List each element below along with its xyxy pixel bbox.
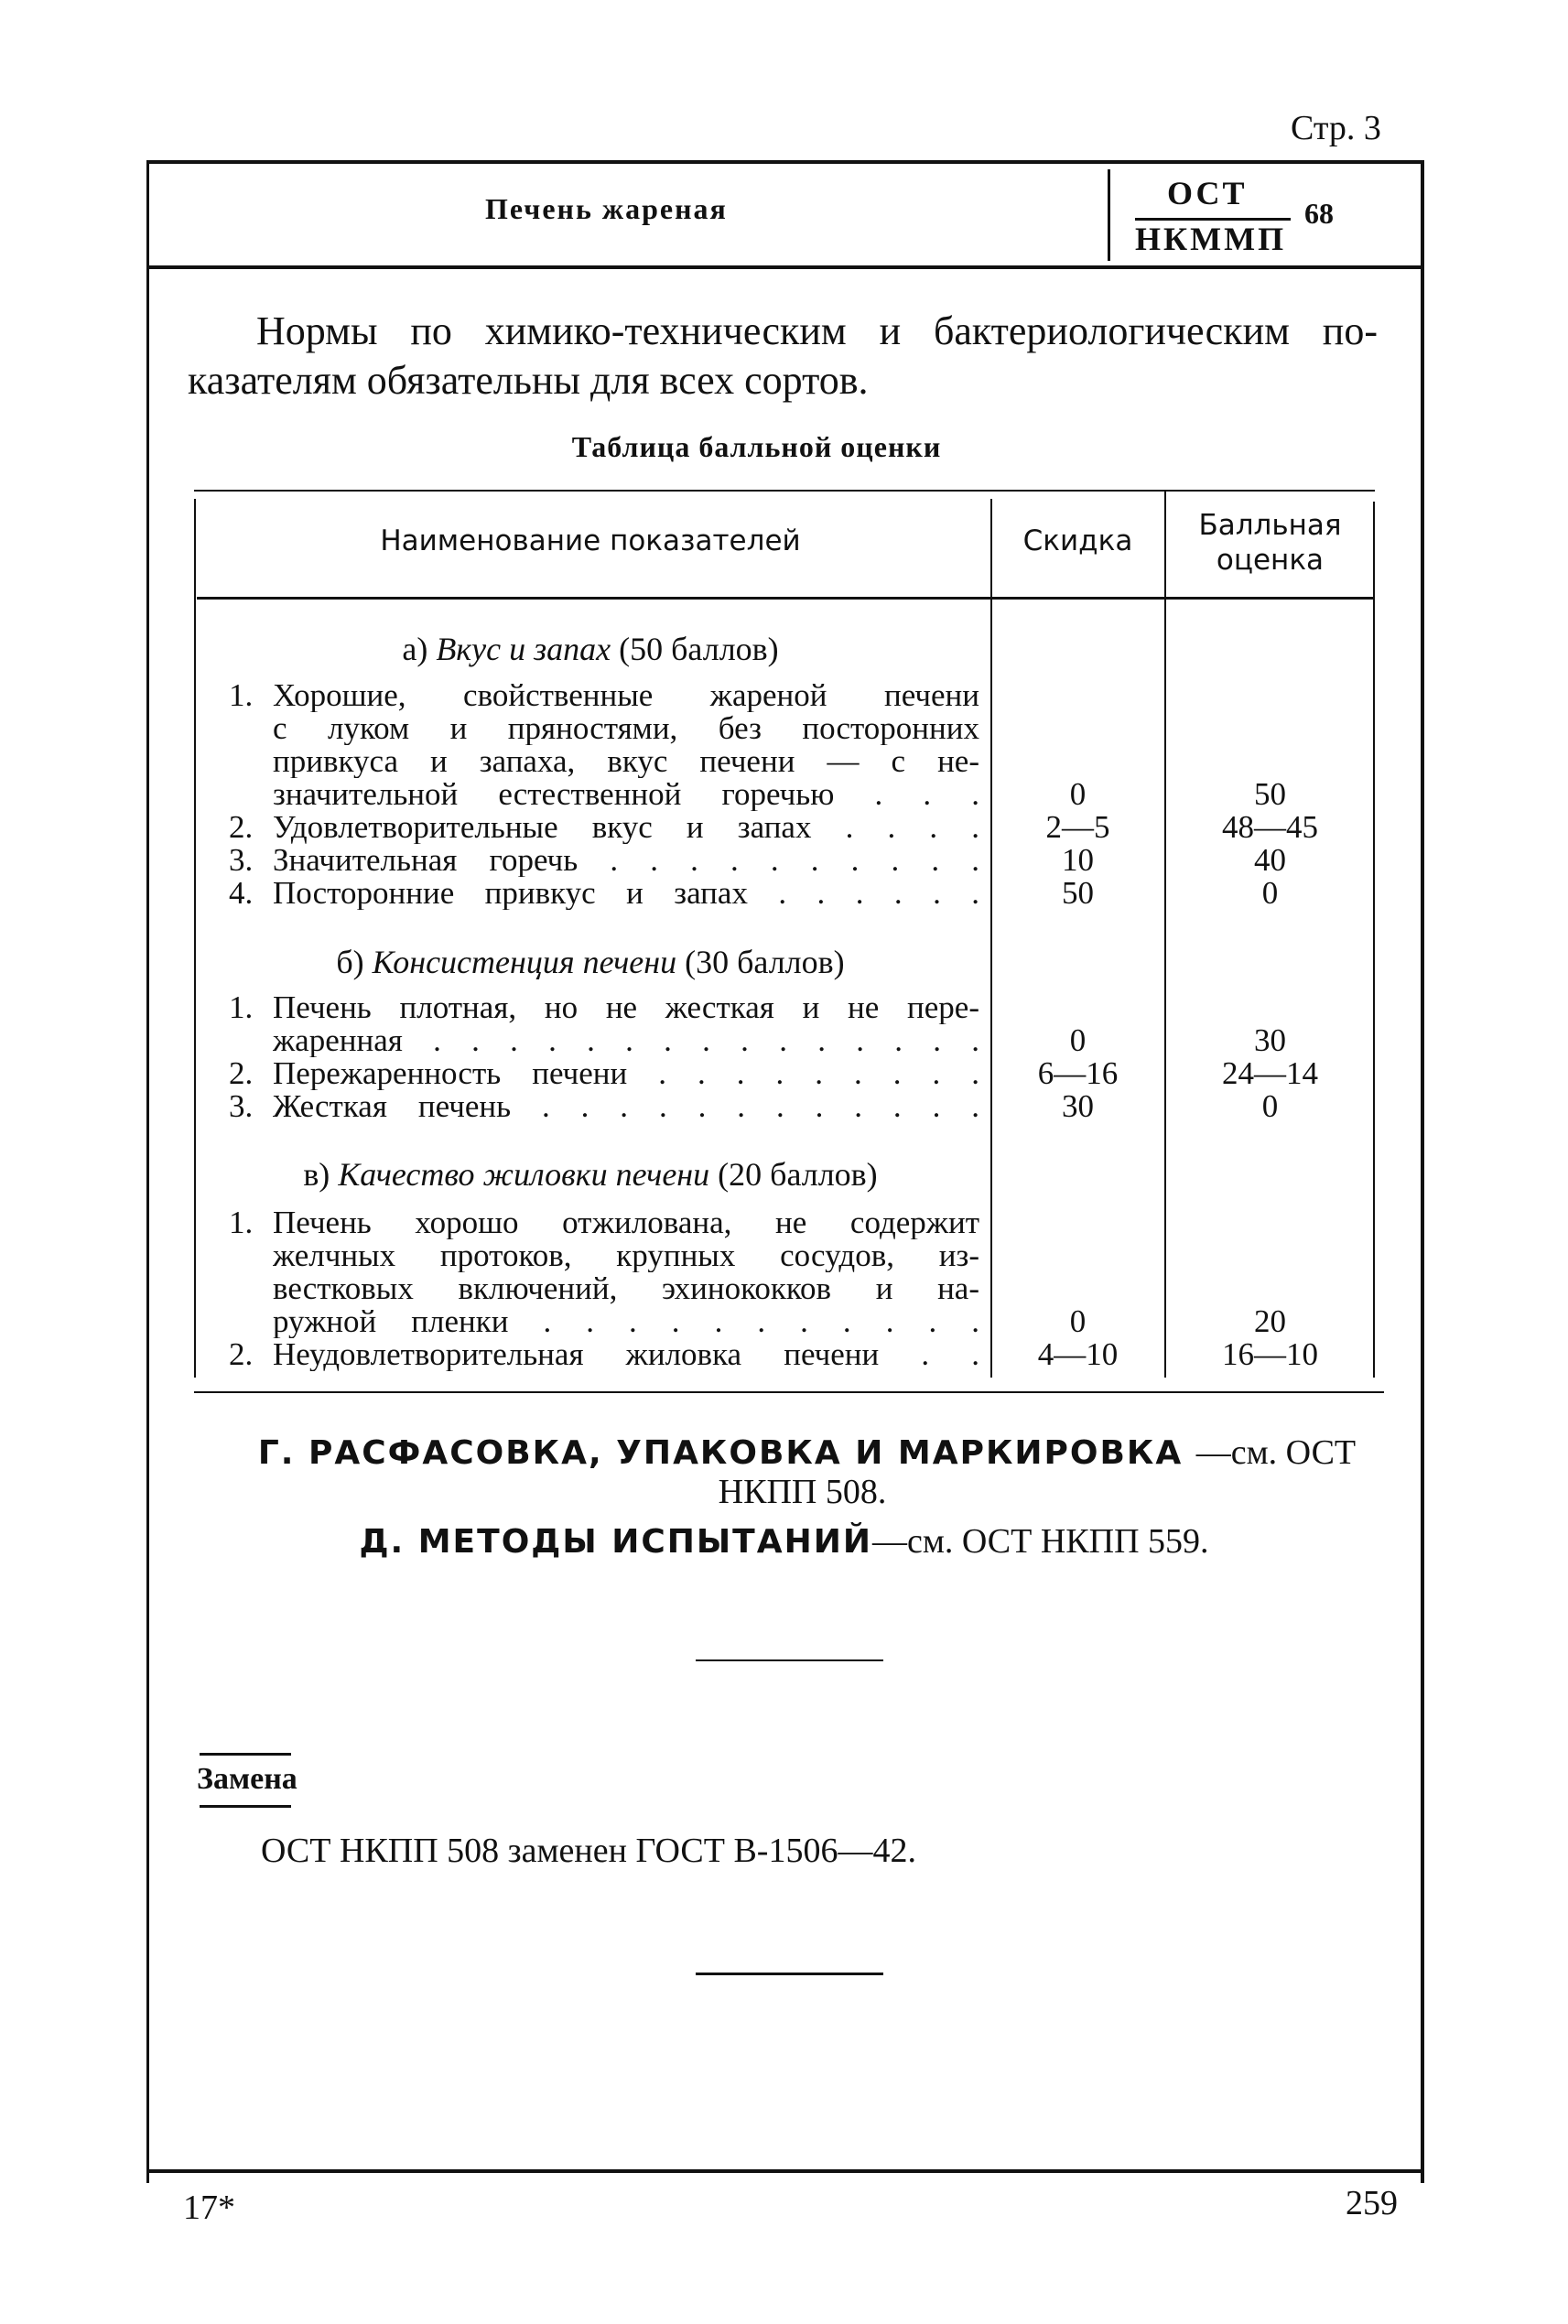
discount-value: 30 [1062,1088,1094,1124]
separator-rule [696,1659,883,1661]
table-row: 4. Посторонние привкус и запах . . . . . . [229,875,979,911]
discount-value: 10 [1062,842,1094,878]
section-g-heading: Г. РАСФАСОВКА, УПАКОВКА И МАРКИРОВКА —см. ОСТ [257,1433,1357,1472]
table-row: 1. Печень плотная, но не жесткая и не пере- жаренная . . . . . . . . . . . . . . . [229,989,979,1057]
discount-value: 0 [1069,1022,1087,1058]
discount-value: 6—16 [1037,1055,1119,1091]
discount-value: 50 [1062,875,1094,911]
discount-value: 4—10 [1037,1336,1119,1372]
table-left-rule [194,499,196,1378]
table-row: 3. Жесткая печень . . . . . . . . . . . . [229,1088,979,1124]
discount-value: 0 [1069,776,1087,812]
header-divider [1108,169,1110,261]
score-value: 20 [1254,1303,1286,1339]
intro-line-1: Нормы по химико-техническим и бактериологическим по- [256,308,1378,353]
section-d-heading: Д. МЕТОДЫ ИСПЫТАНИЙ—см. ОСТ НКПП 559. [359,1522,1209,1561]
score-value: 50 [1254,776,1286,812]
zamena-overline [200,1753,291,1756]
score-value: 40 [1254,842,1286,878]
table-title [0,430,1568,464]
document-title: Печень жареная [485,192,728,225]
section-heading: б) Консистенция печени (30 баллов) [336,944,845,980]
ost-org: НКММП [1135,221,1287,257]
section-heading: а) Вкус и запах (50 баллов) [402,631,779,667]
column-header-score [1167,508,1373,578]
score-value: 0 [1261,875,1279,911]
score-value: 48—45 [1222,809,1318,845]
score-header-line-1: Балльная [1198,509,1342,542]
score-value: 30 [1254,1022,1286,1058]
ost-number: 68 [1304,197,1334,230]
score-value: 16—10 [1222,1336,1318,1372]
column-header-discount: Скидка [1022,524,1133,557]
score-header-line-2: оценка [1216,544,1325,577]
section-heading: в) Качество жиловки печени (20 баллов) [303,1156,878,1193]
page-number: 259 [1346,2184,1398,2222]
column-header-name: Наименование показателей [380,524,801,557]
table-row: 1. Хорошие, свойственные жареной печени с луком и пряностями, без посторонних привкуса и запаха, вкус печени — с не- значительной естественной горечью . . . [229,677,979,811]
replacement-heading: Замена [197,1762,297,1796]
intro-line-2: казателям обязательны для всех сортов. [188,358,869,403]
page-label: Стр. 3 [1291,109,1381,147]
zamena-underline [200,1805,291,1808]
separator-rule [696,1973,883,1975]
score-value: 24—14 [1222,1055,1318,1091]
section-name: Консистенция печени [372,944,677,980]
table-row: 2. Удовлетворительные вкус и запах . . . . [229,809,979,845]
section-g-line-2: НКПП 508. [718,1473,887,1511]
table-bottom-rule [194,1391,1384,1393]
header-bottom-rule [146,265,1423,269]
table-right-rule [1373,502,1375,1378]
table-header-rule [197,597,1373,600]
table-row: 2. Пережаренность печени . . . . . . . . . [229,1055,979,1091]
replacement-text: ОСТ НКПП 508 заменен ГОСТ В-1506—42. [261,1832,916,1870]
table-row: 1. Печень хорошо отжилована, не содержит желчных протоков, крупных сосудов, из- вестковых включений, эхинококков и на- ружной пленки . . . . . . . . . . . [229,1205,979,1338]
table-row: 2. Неудовлетворительная жиловка печени . . [229,1336,979,1372]
section-name: Вкус и запах [436,631,611,667]
table-col-rule-1 [990,499,992,1378]
table-top-rule [194,490,1375,492]
signature-mark: 17* [183,2189,235,2227]
score-value: 0 [1261,1088,1279,1124]
intro-paragraph [188,307,1378,405]
table-title-text: Таблица балльной оценки [571,430,942,463]
section-name: Качество жиловки печени [338,1156,710,1193]
table-col-rule-2 [1164,490,1166,1378]
ost-label: ОСТ [1167,175,1248,211]
discount-value: 0 [1069,1303,1087,1339]
table-row: 3. Значительная горечь . . . . . . . . . . [229,842,979,878]
discount-value: 2—5 [1045,809,1110,845]
frame-bottom-rule [146,2169,1423,2173]
frame-top-rule [146,160,1423,164]
